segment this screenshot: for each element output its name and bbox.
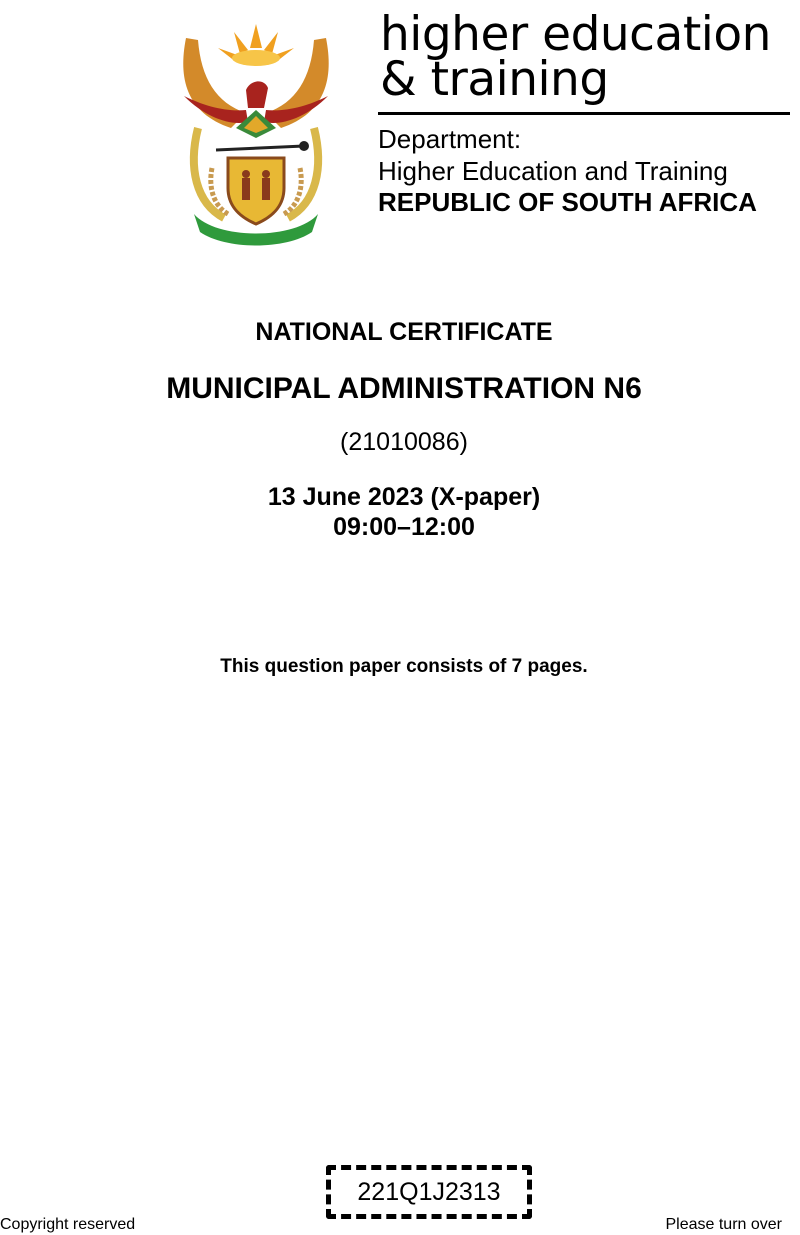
footer-turn-over: Please turn over <box>665 1216 782 1233</box>
department-name: Higher Education and Training <box>378 156 728 186</box>
footer-copyright: Copyright reserved <box>0 1216 136 1233</box>
certificate-title: NATIONAL CERTIFICATE <box>255 318 553 346</box>
subject-title: MUNICIPAL ADMINISTRATION N6 <box>166 372 642 405</box>
coat-of-arms-icon <box>176 18 336 246</box>
department-label: Department: <box>378 124 522 154</box>
brand-line-training: & training <box>380 52 609 107</box>
brand-line-higher-education: higher education <box>380 7 771 62</box>
department-branding <box>378 7 792 217</box>
brand-divider <box>378 112 790 115</box>
exam-date-time <box>0 482 800 542</box>
pages-note: This question paper consists of 7 pages. <box>220 656 588 677</box>
exam-time: 09:00–12:00 <box>333 513 475 541</box>
exam-date: 13 June 2023 (X-paper) <box>267 483 541 511</box>
subject-code: (21010086) <box>340 428 468 456</box>
country-name: REPUBLIC OF SOUTH AFRICA <box>378 187 757 217</box>
paper-code-box: 221Q1J2313 <box>326 1165 532 1219</box>
